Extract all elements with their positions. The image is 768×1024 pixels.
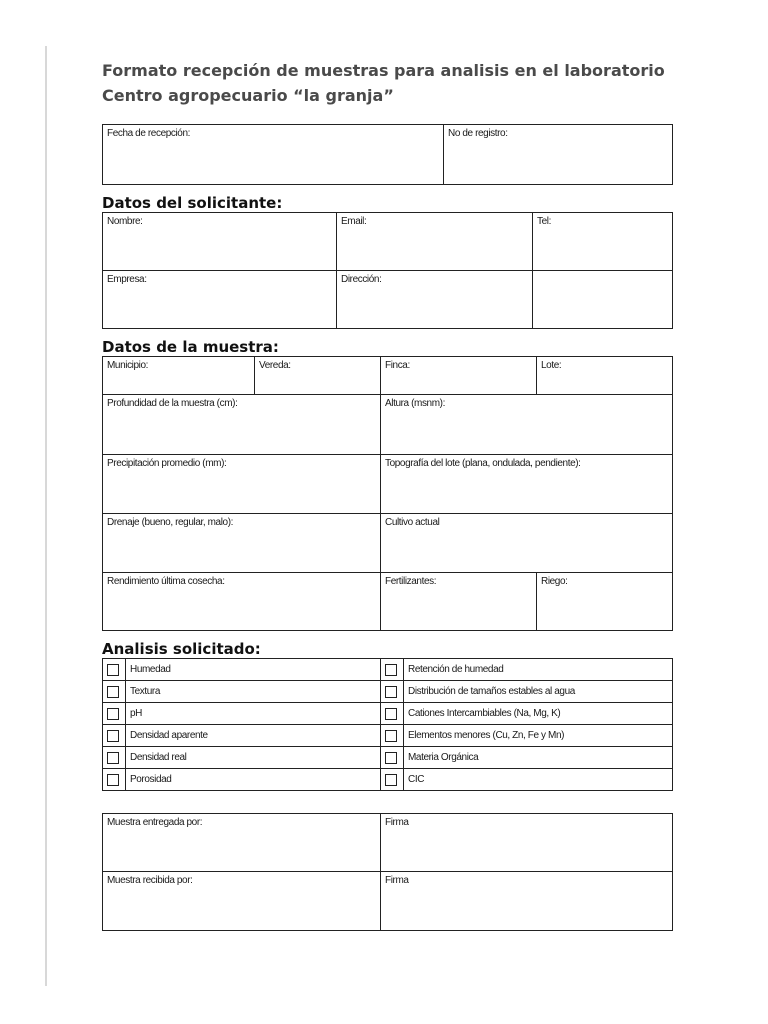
checkbox-label: Elementos menores (Cu, Zn, Fe y Mn): [403, 725, 672, 746]
checkbox-option[interactable]: [107, 659, 380, 680]
profundidad-label: Profundidad de la muestra (cm):: [107, 398, 238, 409]
topografia-label: Topografía del lote (plana, ondulada, pendiente):: [385, 458, 581, 469]
checkbox-label: pH: [125, 703, 380, 724]
checkbox-label: Distribución de tamaños estables al agua: [403, 681, 672, 702]
analisis-option-right[interactable]: [381, 725, 673, 747]
municipio-label: Municipio:: [107, 360, 149, 371]
riego-label: Riego:: [541, 576, 568, 587]
checkbox-option[interactable]: [385, 747, 672, 768]
rendimiento-label: Rendimiento última cosecha:: [107, 576, 225, 587]
email-field[interactable]: [337, 213, 533, 271]
finca-label: Finca:: [385, 360, 410, 371]
tel-field[interactable]: [533, 213, 673, 271]
nombre-field[interactable]: [103, 213, 337, 271]
rendimiento-field[interactable]: [103, 573, 381, 631]
analisis-option-right[interactable]: [381, 703, 673, 725]
registro-field[interactable]: [444, 125, 673, 185]
analisis-row: [103, 703, 673, 725]
lote-field[interactable]: [537, 357, 673, 395]
checkbox-option[interactable]: [385, 725, 672, 746]
analisis-option-right[interactable]: [381, 747, 673, 769]
entregada-label: Muestra entregada por:: [107, 817, 203, 828]
analisis-option-right[interactable]: [381, 659, 673, 681]
analisis-option-right[interactable]: [381, 681, 673, 703]
analisis-row: [103, 725, 673, 747]
direccion-label: Dirección:: [341, 274, 382, 285]
checkbox-option[interactable]: [107, 747, 380, 768]
entrega-table: [102, 813, 673, 931]
cultivo-field[interactable]: [381, 514, 673, 573]
altura-label: Altura (msnm):: [385, 398, 445, 409]
muestra-table-top: [102, 356, 673, 395]
empresa-label: Empresa:: [107, 274, 147, 285]
recibida-field[interactable]: [103, 872, 381, 931]
checkbox-option[interactable]: [385, 659, 672, 680]
checkbox-label: Textura: [125, 681, 380, 702]
checkbox[interactable]: [107, 686, 119, 698]
solicitante-heading: Datos del solicitante:: [102, 194, 283, 212]
checkbox-label: Retención de humedad: [403, 659, 672, 680]
registro-label: No de registro:: [448, 128, 508, 139]
drenaje-field[interactable]: [103, 514, 381, 573]
checkbox-option[interactable]: [107, 703, 380, 724]
firma-entrega-field[interactable]: [381, 814, 673, 872]
fecha-recepcion-label: Fecha de recepción:: [107, 128, 191, 139]
empresa-field[interactable]: [103, 271, 337, 329]
analisis-option-left[interactable]: [103, 681, 381, 703]
vereda-field[interactable]: [255, 357, 381, 395]
checkbox-label: Humedad: [125, 659, 380, 680]
analisis-option-left[interactable]: [103, 769, 381, 791]
firma-recibe-field[interactable]: [381, 872, 673, 931]
fertilizantes-label: Fertilizantes:: [385, 576, 437, 587]
drenaje-label: Drenaje (bueno, regular, malo):: [107, 517, 234, 528]
firma-recibe-label: Firma: [385, 875, 409, 886]
checkbox-label: Cationes Intercambiables (Na, Mg, K): [403, 703, 672, 724]
checkbox[interactable]: [385, 752, 397, 764]
analisis-option-right[interactable]: [381, 769, 673, 791]
vereda-label: Vereda:: [259, 360, 291, 371]
nombre-label: Nombre:: [107, 216, 143, 227]
cultivo-label: Cultivo actual: [385, 517, 440, 528]
altura-field[interactable]: [381, 395, 673, 455]
checkbox[interactable]: [107, 708, 119, 720]
profundidad-field[interactable]: [103, 395, 381, 455]
analisis-option-left[interactable]: [103, 703, 381, 725]
analisis-option-left[interactable]: [103, 725, 381, 747]
entregada-field[interactable]: [103, 814, 381, 872]
analisis-row: [103, 681, 673, 703]
lote-label: Lote:: [541, 360, 562, 371]
precipitacion-field[interactable]: [103, 455, 381, 514]
topografia-field[interactable]: [381, 455, 673, 514]
analisis-table: [102, 658, 673, 791]
checkbox-label: Materia Orgánica: [403, 747, 672, 768]
checkbox[interactable]: [385, 730, 397, 742]
title-line-2: Centro agropecuario “la granja”: [102, 86, 394, 105]
checkbox[interactable]: [107, 664, 119, 676]
fertilizantes-field[interactable]: [381, 573, 537, 631]
analisis-option-left[interactable]: [103, 659, 381, 681]
reception-table: [102, 124, 673, 185]
page-margin-line: [45, 46, 47, 986]
muestra-heading: Datos de la muestra:: [102, 338, 279, 356]
checkbox[interactable]: [385, 664, 397, 676]
muestra-table: [102, 394, 673, 631]
checkbox[interactable]: [107, 752, 119, 764]
checkbox-label: CIC: [403, 769, 672, 790]
riego-field[interactable]: [537, 573, 673, 631]
title-line-1: Formato recepción de muestras para analisis en el laboratorio: [102, 61, 665, 80]
checkbox-option[interactable]: [385, 703, 672, 724]
form-page: [102, 58, 672, 931]
checkbox-option[interactable]: [107, 725, 380, 746]
email-label: Email:: [341, 216, 367, 227]
checkbox[interactable]: [107, 730, 119, 742]
checkbox-option[interactable]: [107, 769, 380, 790]
fecha-recepcion-field[interactable]: [103, 125, 444, 185]
checkbox-label: Densidad real: [125, 747, 380, 768]
municipio-field[interactable]: [103, 357, 255, 395]
checkbox[interactable]: [107, 774, 119, 786]
checkbox[interactable]: [385, 774, 397, 786]
analisis-option-left[interactable]: [103, 747, 381, 769]
checkbox-label: Densidad aparente: [125, 725, 380, 746]
analisis-row: [103, 769, 673, 791]
firma-entrega-label: Firma: [385, 817, 409, 828]
checkbox-option[interactable]: [385, 681, 672, 702]
checkbox-label: Porosidad: [125, 769, 380, 790]
tel-label: Tel:: [537, 216, 551, 227]
direccion-field[interactable]: [337, 271, 533, 329]
recibida-label: Muestra recibida por:: [107, 875, 193, 886]
checkbox-option[interactable]: [107, 681, 380, 702]
analisis-heading: Analisis solicitado:: [102, 640, 261, 658]
precipitacion-label: Precipitación promedio (mm):: [107, 458, 227, 469]
finca-field[interactable]: [381, 357, 537, 395]
checkbox[interactable]: [385, 686, 397, 698]
solicitante-empty-cell[interactable]: [533, 271, 673, 329]
solicitante-table: [102, 212, 673, 329]
analisis-row: [103, 659, 673, 681]
checkbox-option[interactable]: [385, 769, 672, 790]
checkbox[interactable]: [385, 708, 397, 720]
analisis-row: [103, 747, 673, 769]
form-title: [102, 58, 672, 108]
